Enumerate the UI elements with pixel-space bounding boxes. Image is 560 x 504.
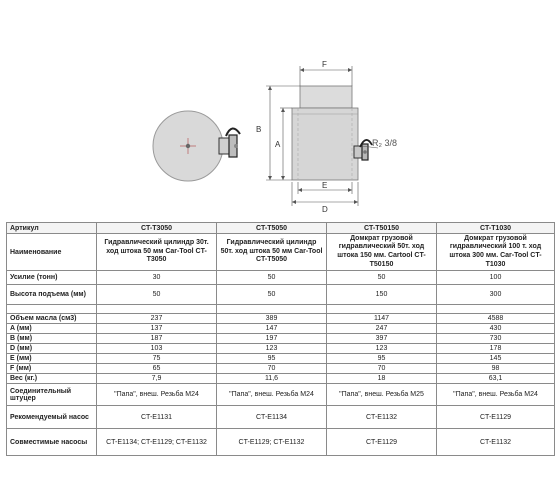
cell-e: 95	[327, 354, 437, 364]
cell-pump: CT-E1134	[217, 406, 327, 429]
dim-label-d: D	[322, 205, 328, 214]
table-row	[7, 271, 555, 285]
table-row	[7, 364, 555, 374]
cell-compatible: CT-E1129; CT-E1132	[217, 429, 327, 456]
cell-weight: 11,6	[217, 374, 327, 384]
cell-connector: "Папа", внеш. Резьба М24	[437, 384, 555, 406]
cell-d: 123	[327, 344, 437, 354]
cell-force: 50	[327, 271, 437, 285]
specification-table	[6, 222, 555, 456]
cell-name: Домкрат грузовой гидравлический 100 т. ход штока 300 мм. Car-Tool CT-T1030	[437, 234, 555, 271]
table-row	[7, 324, 555, 334]
cell-a: 137	[97, 324, 217, 334]
row-label-connector: Соединительный штуцер	[7, 384, 97, 406]
cell-pump: CT-E1131	[97, 406, 217, 429]
table-row	[7, 344, 555, 354]
cell-e: 75	[97, 354, 217, 364]
cell-weight: 18	[327, 374, 437, 384]
row-label-lift: Высота подъема (мм)	[7, 285, 97, 305]
header-model: CT-T3050	[97, 223, 217, 234]
cylinder-technical-drawing	[0, 0, 560, 222]
cell-oil: 237	[97, 314, 217, 324]
cylinder-side-view	[292, 86, 372, 180]
cell-oil: 4588	[437, 314, 555, 324]
cell-a: 147	[217, 324, 327, 334]
cell-e: 145	[437, 354, 555, 364]
table-row	[7, 234, 555, 271]
row-label-b: B (мм)	[7, 334, 97, 344]
table-row	[7, 374, 555, 384]
row-label-oil: Объем масла (см3)	[7, 314, 97, 324]
cell-connector: "Папа", внеш. Резьба М24	[217, 384, 327, 406]
dim-label-a: A	[275, 140, 281, 149]
header-article: Артикул	[7, 223, 97, 234]
dim-label-e: E	[322, 181, 328, 190]
port-thread-label: R₂ 3/8	[372, 138, 398, 148]
row-label-f: F (мм)	[7, 364, 97, 374]
cell-name: Гидравлический цилиндр 30т. ход штока 50 мм Car-Tool CT-T3050	[97, 234, 217, 271]
row-label-force: Усилие (тонн)	[7, 271, 97, 285]
cell-b: 397	[327, 334, 437, 344]
cell-pump: CT-E1132	[327, 406, 437, 429]
row-label-compatible: Совместимые насосы	[7, 429, 97, 456]
cell-compatible: CT-E1134; CT-E1129; CT-E1132	[97, 429, 217, 456]
table-row	[7, 354, 555, 364]
cell-weight: 63,1	[437, 374, 555, 384]
table-header-row	[7, 223, 555, 234]
table-row	[7, 429, 555, 456]
cell-connector: "Папа", внеш. Резьба М25	[327, 384, 437, 406]
cell-force: 30	[97, 271, 217, 285]
cell-d: 123	[217, 344, 327, 354]
cell-a: 430	[437, 324, 555, 334]
cell-oil: 1147	[327, 314, 437, 324]
cell-b: 187	[97, 334, 217, 344]
cell-f: 70	[327, 364, 437, 374]
table-spacer-row	[7, 305, 555, 314]
cell-oil: 389	[217, 314, 327, 324]
cell-lift: 50	[97, 285, 217, 305]
cell-f: 65	[97, 364, 217, 374]
cell-b: 197	[217, 334, 327, 344]
cell-connector: "Папа", внеш. Резьба М24	[97, 384, 217, 406]
cell-f: 70	[217, 364, 327, 374]
table-row	[7, 285, 555, 305]
cell-lift: 50	[217, 285, 327, 305]
cell-d: 103	[97, 344, 217, 354]
cell-name: Домкрат грузовой гидравлический 50т. ход штока 150 мм. Cartool CT-T50150	[327, 234, 437, 271]
dim-label-f: F	[322, 60, 327, 69]
header-model: CT-T5050	[217, 223, 327, 234]
cylinder-top-view	[153, 111, 240, 181]
cell-d: 178	[437, 344, 555, 354]
cell-b: 730	[437, 334, 555, 344]
table-row	[7, 406, 555, 429]
cell-f: 98	[437, 364, 555, 374]
row-label-e: E (мм)	[7, 354, 97, 364]
cell-compatible: CT-E1129	[327, 429, 437, 456]
header-model: CT-T1030	[437, 223, 555, 234]
cell-weight: 7,9	[97, 374, 217, 384]
cell-a: 247	[327, 324, 437, 334]
cell-name: Гидравлический цилиндр 50т. ход штока 50 мм Car-Tool CT-T5050	[217, 234, 327, 271]
cell-force: 50	[217, 271, 327, 285]
row-label-name: Наименование	[7, 234, 97, 271]
dim-label-b: B	[256, 125, 262, 134]
cell-e: 95	[217, 354, 327, 364]
row-label-a: A (мм)	[7, 324, 97, 334]
cell-lift: 150	[327, 285, 437, 305]
row-label-d: D (мм)	[7, 344, 97, 354]
cell-compatible: CT-E1132	[437, 429, 555, 456]
header-model: CT-T50150	[327, 223, 437, 234]
table-row	[7, 384, 555, 406]
cell-force: 100	[437, 271, 555, 285]
cell-pump: CT-E1129	[437, 406, 555, 429]
row-label-weight: Вес (кг.)	[7, 374, 97, 384]
table-row	[7, 334, 555, 344]
table-row	[7, 314, 555, 324]
row-label-pump: Рекомендуемый насос	[7, 406, 97, 429]
cell-lift: 300	[437, 285, 555, 305]
